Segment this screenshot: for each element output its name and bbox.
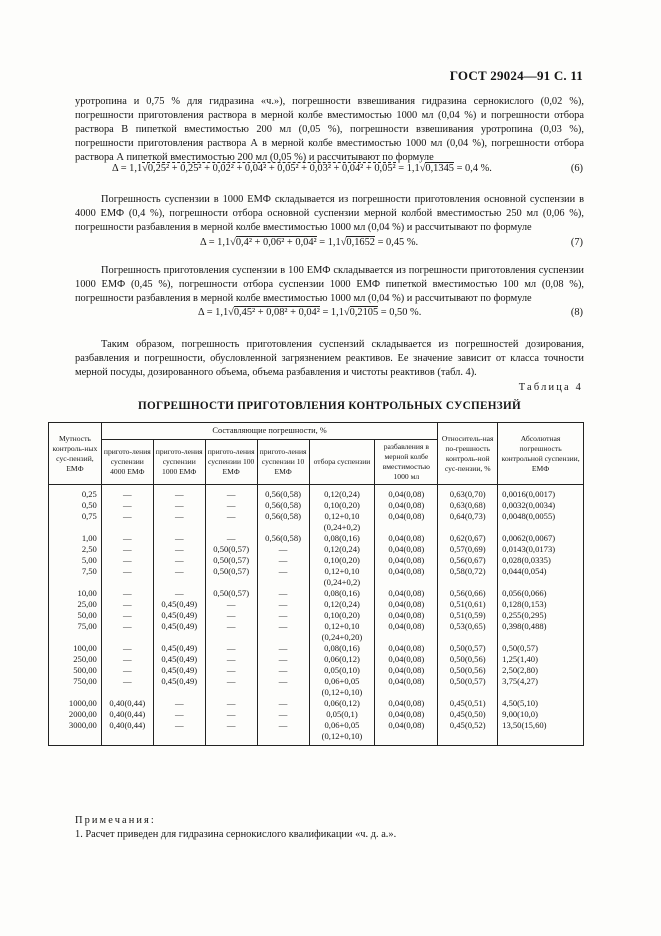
th-relative-error: Относитель-ная по-грешность контроль-ной сус-пензии, % xyxy=(438,423,498,485)
formula-8-rhs: = 0,50 %. xyxy=(378,307,422,318)
formula-6-radicand-2: 0,1345 xyxy=(425,163,454,174)
th-prep-1000: пригото-ления суспензии 1000 ЕМФ xyxy=(153,440,205,485)
formula-7-radicand: 0,4² + 0,06² + 0,04² xyxy=(235,237,317,248)
col-prep-10: 0,56(0,58) 0,56(0,58) 0,56(0,58) 0,56(0,58) — — — — — — — — — — — — — — xyxy=(257,485,309,746)
col-prep-1000: — — — — — — — — 0,45(0,49) 0,45(0,49) 0,45(0,49) 0,45(0,49) 0,45(0,49) 0,45(0,49) 0,45(0,49) — — — xyxy=(153,485,205,746)
col-absolute-error: 0,0016(0,0017) 0,0032(0,0034) 0,0048(0,0055) 0,0062(0,0067) 0,0143(0,0173) 0,028(0,0335) 0,044(0,054) 0,056(0,066) 0,128(0,153) 0,255(0,295) 0,398(0,488) 0,50(0,57) 1,25(1,40) 2,50(2,80) 3,75(4,27) 4,50(5,10) 9,00(10,0) 13,50(15,60) xyxy=(498,485,584,746)
formula-7-mid: = 1,1 xyxy=(316,237,341,248)
page-header: ГОСТ 29024—91 С. 11 xyxy=(449,68,583,83)
col-dilution: 0,04(0,08) 0,04(0,08) 0,04(0,08) 0,04(0,08) 0,04(0,08) 0,04(0,08) 0,04(0,08) 0,04(0,08) 0,04(0,08) 0,04(0,08) 0,04(0,08) 0,04(0,08) 0,04(0,08) 0,04(0,08) 0,04(0,08) 0,04(0,08) 0,04(0,08) 0,04(0,08) xyxy=(375,485,438,746)
table-caption: Таблица 4 xyxy=(518,382,583,393)
th-dilution: разбавления в мерной колбе вместимостью 1000 мл xyxy=(375,440,438,485)
col-prep-4000: — — — — — — — — — — — — — — — 0,40(0,44) 0,40(0,44) 0,40(0,44) xyxy=(101,485,153,746)
formula-6-radicand: √0,25² + 0,25² + 0,02² + 0,04² + 0,05² + 0,03² + 0,04² + 0,05² xyxy=(142,163,396,174)
paragraph-2: Погрешность суспензии в 1000 ЕМФ складывается из погрешности приготовления основной суспензии в 4000 ЕМФ (0,4 %), погрешности отбора основной суспензии мерной колбой вместимостью 250 мл (0,06 %), погрешности разбавления в мерной колбе вместимостью 1000 мл (0,04 %) и рассчитывают по формуле xyxy=(75,194,584,233)
note-1: 1. Расчет приведен для гидразина сернокислого квалификации «ч. д. а.». xyxy=(75,829,397,840)
th-turbidity: Мутность контроль-ных сус-пензий, ЕМФ xyxy=(49,423,102,485)
formula-7: Δ = 1,1√0,4² + 0,06² + 0,04² = 1,1√0,1652 = 0,45 %. xyxy=(200,237,419,248)
col-relative-error: 0,63(0,70) 0,63(0,68) 0,64(0,73) 0,62(0,67) 0,57(0,69) 0,56(0,67) 0,58(0,72) 0,56(0,66) 0,51(0,61) 0,51(0,59) 0,53(0,65) 0,50(0,57) 0,50(0,56) 0,50(0,56) 0,50(0,57) 0,45(0,51) 0,45(0,50) 0,45(0,52) xyxy=(438,485,498,746)
th-sampling: отбора суспензии xyxy=(309,440,375,485)
formula-6: Δ = 1,1√0,25² + 0,25² + 0,02² + 0,04² + 0,05² + 0,03² + 0,04² + 0,05² = 1,1√0,1345 = 0,4 %. xyxy=(112,163,492,174)
formula-8-number: (8) xyxy=(570,307,583,318)
th-components: Составляющие погрешности, % xyxy=(101,423,437,440)
th-prep-4000: пригото-ления суспензии 4000 ЕМФ xyxy=(101,440,153,485)
paragraph-3: Погрешность приготовления суспензии в 100 ЕМФ складывается из погрешности приготовления суспензии 1000 ЕМФ (0,45 %), погрешности отбора суспензии 1000 ЕМФ пипеткой вместимостью 100 мл (0,08 %), погрешности разбавления в мерной колбе вместимостью 1000 мл (0,04 %) и рассчитывают по формуле xyxy=(75,265,584,304)
table-title: ПОГРЕШНОСТИ ПРИГОТОВЛЕНИЯ КОНТРОЛЬНЫХ СУСПЕНЗИЙ xyxy=(138,400,521,412)
formula-8: Δ = 1,1√0,45² + 0,08² + 0,04² = 1,1√0,2105 = 0,50 %. xyxy=(198,307,422,318)
paragraph-4: Таким образом, погрешность приготовления суспензий складывается из погрешностей дозирования, разбавления и погрешности, обусловленной загрязнением реактивов. Ее значение зависит от класса точности мерной посуды, дозированного объема, объема разбавления и чистоты реактивов (табл. 4). xyxy=(75,339,584,378)
formula-6-mid: = 1,1 xyxy=(395,163,420,174)
formula-7-rhs: = 0,45 %. xyxy=(375,237,419,248)
formula-6-rhs: = 0,4 %. xyxy=(453,163,492,174)
formula-8-mid: = 1,1 xyxy=(319,307,344,318)
formula-7-radicand-2: 0,1652 xyxy=(346,237,375,248)
notes-heading: Примечания: xyxy=(75,815,156,826)
formula-8-radicand: 0,45² + 0,08² + 0,04² xyxy=(233,307,320,318)
formula-8-radicand-2: 0,2105 xyxy=(349,307,379,318)
paragraph-1: уротропина и 0,75 % для гидразина «ч.»), погрешности взвешивания гидразина сернокислого (0,02 %), погрешности приготовления раствора в мерной колбе вместимостью 1000 мл (0,04 %) и погрешности отбора раствора В пипеткой вместимостью 200 мл (0,05 %), погрешности взвешивания уротропина (0,03 %), погрешности приготовления раствора А в мерной колбе вместимостью 1000 мл (0,04 %), погрешности отбора раствора А пипеткой вместимостью 200 мл (0,05 %) и рассчитывают по формуле xyxy=(75,96,584,163)
error-table xyxy=(48,422,584,746)
th-prep-100: пригото-ления суспензии 100 ЕМФ xyxy=(205,440,257,485)
col-prep-100: — — — — 0,50(0,57) 0,50(0,57) 0,50(0,57) 0,50(0,57) — — — — — — — — — — xyxy=(205,485,257,746)
col-turbidity: 0,25 0,50 0,75 1,00 2,50 5,00 7,50 10,00 25,00 50,00 75,00 100,00 250,00 500,00 750,00 1000,00 2000,00 3000,00 xyxy=(49,485,102,746)
th-absolute-error: Абсолютная погрешность контрольной суспензии, ЕМФ xyxy=(498,423,584,485)
col-sampling: 0,12(0,24) 0,10(0,20) 0,12+0,10 (0,24+0,2) 0,08(0,16) 0,12(0,24) 0,10(0,20) 0,12+0,10 (0,24+0,2) 0,08(0,16) 0,12(0,24) 0,10(0,20) 0,12+0,10 (0,24+0,20) 0,08(0,16) 0,06(0,12) 0,05(0,10) 0,06+0,05 (0,12+0,10) 0,06(0,12) 0,05(0,1) 0,06+0,05 (0,12+0,10) xyxy=(309,485,375,746)
formula-7-lhs: Δ = 1,1 xyxy=(200,237,231,248)
formula-6-number: (6) xyxy=(570,163,583,174)
th-prep-10: пригото-ления суспензии 10 ЕМФ xyxy=(257,440,309,485)
formula-6-lhs: Δ = 1,1 xyxy=(112,163,143,174)
formula-8-lhs: Δ = 1,1 xyxy=(198,307,229,318)
formula-7-number: (7) xyxy=(570,237,583,248)
